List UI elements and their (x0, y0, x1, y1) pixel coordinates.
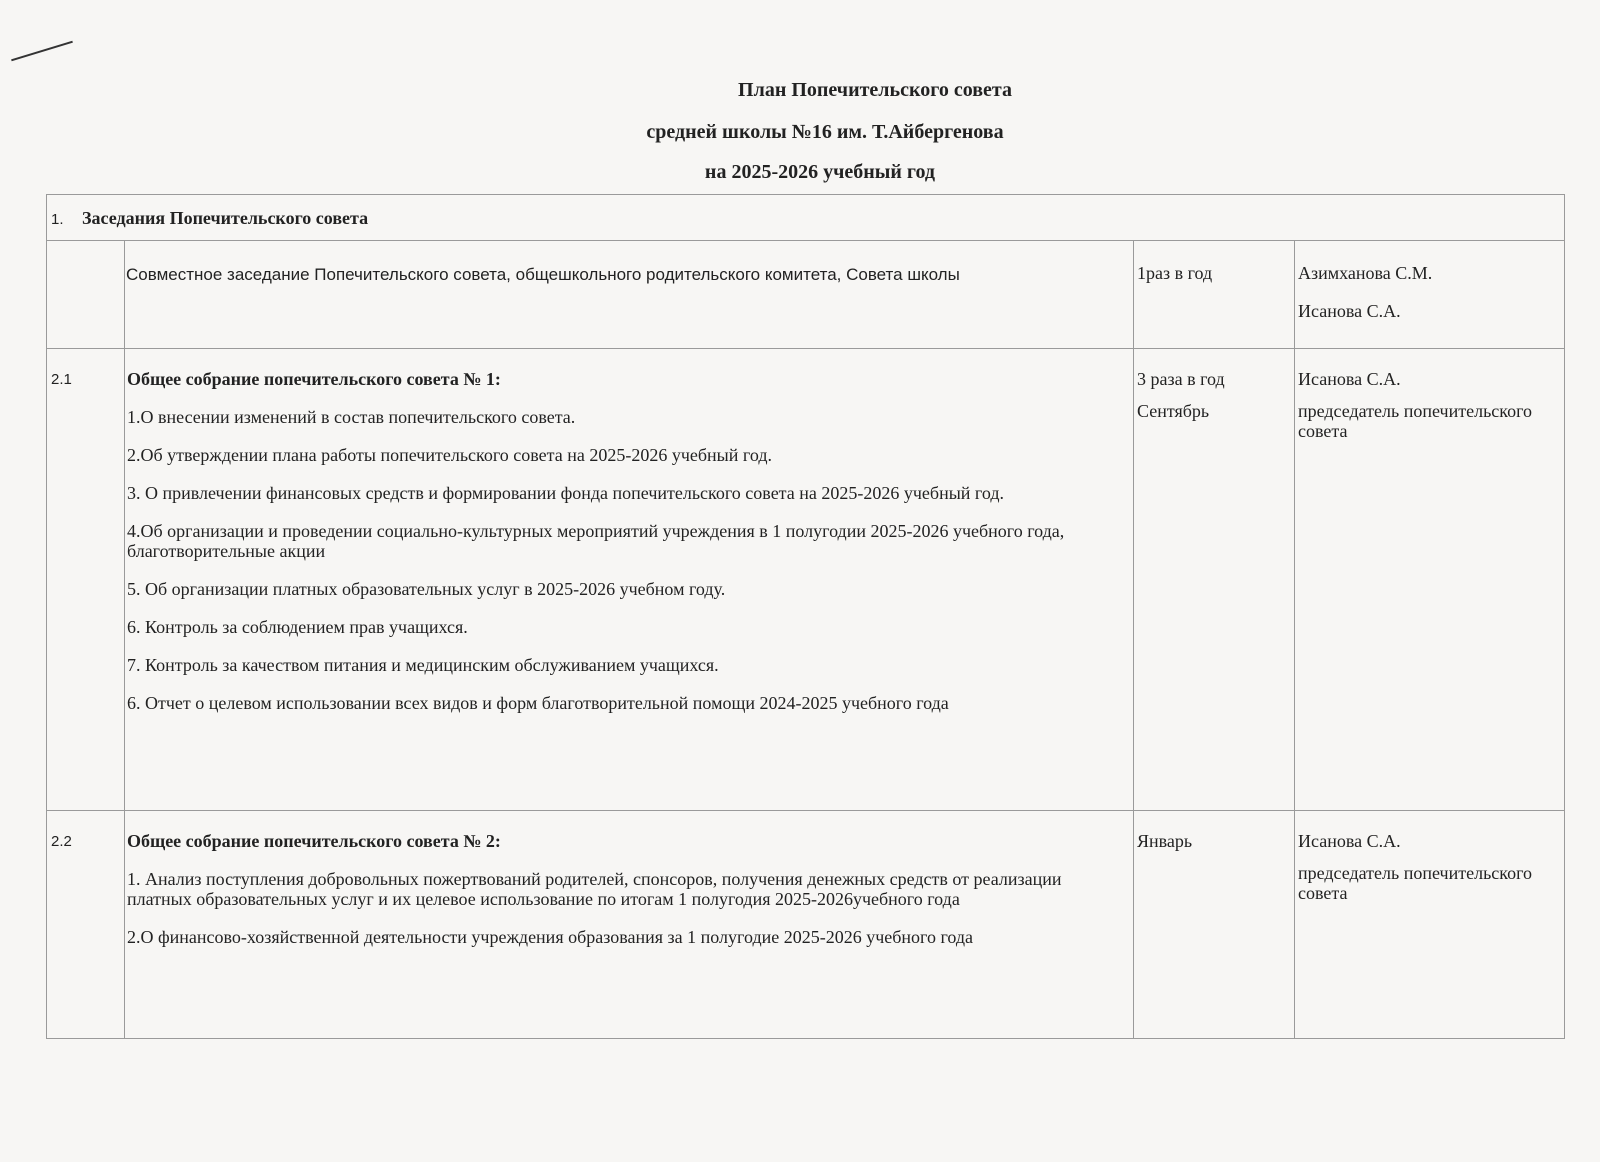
row-divider (47, 240, 1564, 241)
row-divider (47, 810, 1564, 811)
agenda-item: 6. Контроль за соблюдением прав учащихся. (127, 617, 468, 637)
row-period (1137, 369, 1287, 439)
agenda-item: 4.Об организации и проведении социально-культурных мероприятий учреждения в 1 полугодии 2025-2026 учебного года, благотворительные акции (127, 521, 1065, 561)
agenda-item: 2.Об утверждении плана работы попечительского совета на 2025-2026 учебный год. (127, 445, 772, 465)
responsible-person: Исанова С.А. (1298, 369, 1401, 389)
title-line-1: План Попечительского совета (738, 79, 1012, 101)
title-line-3: на 2025-2026 учебный год (704, 161, 936, 183)
row-number: 2.2 (51, 833, 72, 850)
agenda-item: 6. Отчет о целевом использовании всех видов и форм благотворительной помощи 2024-2025 учебного года (127, 693, 949, 713)
section-title: Заседания Попечительского совета (82, 208, 369, 228)
row-number: 2.1 (51, 371, 72, 388)
row-responsible (1298, 369, 1548, 459)
meeting-title: Общее собрание попечительского совета № 1: (127, 369, 501, 389)
plan-table (46, 194, 1565, 1039)
row-divider (47, 348, 1564, 349)
row-content (127, 831, 1127, 965)
section-heading (51, 208, 368, 230)
responsible-person: Исанова С.А. (1298, 301, 1401, 321)
col-divider (1133, 240, 1134, 1038)
col-divider (124, 240, 125, 1038)
meeting-title: Общее собрание попечительского совета № 2: (127, 831, 501, 851)
responsible-role: председатель попечительского совета (1298, 401, 1533, 441)
col-divider (1294, 240, 1295, 1038)
period-line: Сентябрь (1137, 401, 1210, 421)
row-period (1137, 831, 1287, 869)
agenda-item: 2.О финансово-хозяйственной деятельности учреждения образования за 1 полугодие 2025-2026 учебного года (127, 927, 974, 947)
responsible-role: председатель попечительского совета (1298, 863, 1533, 903)
row-content (127, 369, 1127, 731)
agenda-item: 5. Об организации платных образовательных услуг в 2025-2026 учебном году. (127, 579, 726, 599)
period-line: 3 раза в год (1137, 369, 1225, 389)
row-responsible (1298, 831, 1548, 921)
responsible-person: Исанова С.А. (1298, 831, 1401, 851)
joint-meeting-text: Совместное заседание Попечительского совета, общешкольного родительского комитета, Совета школы (126, 265, 960, 284)
agenda-item: 1.О внесении изменений в состав попечительского совета. (127, 407, 576, 427)
agenda-item: 3. О привлечении финансовых средств и формировании фонда попечительского совета на 2025-2026 учебный год. (127, 483, 1005, 503)
responsible-person: Азимханова С.М. (1298, 263, 1433, 283)
agenda-item: 7. Контроль за качеством питания и медицинским обслуживанием учащихся. (127, 655, 719, 675)
period-line: Январь (1137, 831, 1193, 851)
section-number: 1. (51, 211, 64, 228)
joint-meeting-frequency: 1раз в год (1137, 263, 1213, 283)
title-line-2: средней школы №16 им. Т.Айбергенова (646, 121, 1004, 143)
joint-meeting-responsible (1298, 263, 1558, 339)
agenda-item: 1. Анализ поступления добровольных пожертвований родителей, спонсоров, получения денежных средств от реализации платных образовательных услуг и их целевое использование по итогам 1 полугодия 2025-2026учебного года (127, 869, 1062, 909)
scan-mark (11, 41, 73, 62)
